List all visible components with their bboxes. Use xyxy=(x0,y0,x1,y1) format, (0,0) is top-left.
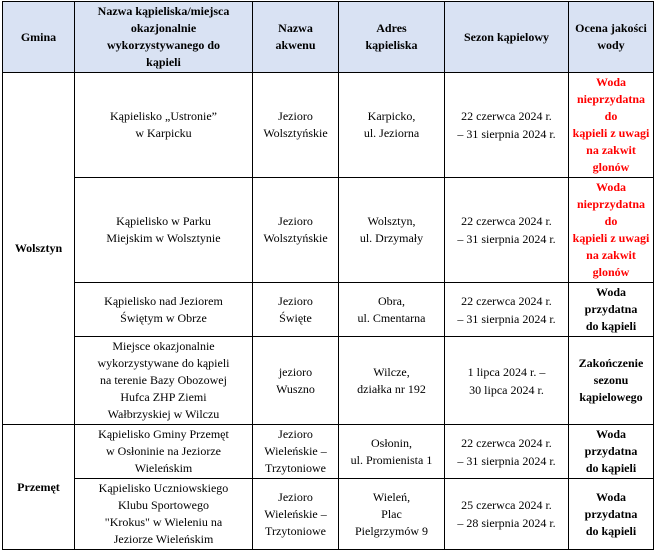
nazwa-cell: Kąpielisko nad Jeziorem Świętym w Obrze xyxy=(75,283,253,337)
table-row xyxy=(3,73,654,178)
sezon-cell: 22 czerwca 2024 r. – 31 sierpnia 2024 r. xyxy=(445,425,569,479)
table-row xyxy=(3,178,654,283)
sezon-cell: 22 czerwca 2024 r. – 31 sierpnia 2024 r. xyxy=(445,283,569,337)
ocena-cell: Woda przydatna do kąpieli xyxy=(569,479,654,550)
akwen-cell: Jezioro Święte xyxy=(253,283,339,337)
akwen-cell: jezioro Wuszno xyxy=(253,337,339,425)
akwen-cell: Jezioro Wolsztyńskie xyxy=(253,73,339,178)
ocena-cell: Woda przydatna do kąpieli xyxy=(569,283,654,337)
adres-cell: Wilcze, działka nr 192 xyxy=(339,337,445,425)
header-sezon: Sezon kąpielowy xyxy=(445,2,569,73)
adres-cell: Obra, ul. Cmentarna xyxy=(339,283,445,337)
bathing-sites-table xyxy=(2,1,654,550)
table-row xyxy=(3,479,654,550)
akwen-cell: Jezioro Wolsztyńskie xyxy=(253,178,339,283)
nazwa-cell: Kąpielisko „Ustronie” w Karpicku xyxy=(75,73,253,178)
header-nazwa-kapieliska: Nazwa kąpieliska/miejsca okazjonalnie wykorzystywanego do kąpieli xyxy=(75,2,253,73)
header-gmina: Gmina xyxy=(3,2,75,73)
nazwa-cell: Kąpielisko Gminy Przemęt w Osłoninie na Jeziorze Wieleńskim xyxy=(75,425,253,479)
nazwa-cell: Miejsce okazjonalnie wykorzystywane do kąpieli na terenie Bazy Obozowej Hufca ZHP Ziemi Wałbrzyskiej w Wilczu xyxy=(75,337,253,425)
ocena-cell: Woda nieprzydatna do kąpieli z uwagi na zakwit glonów xyxy=(569,73,654,178)
table-row xyxy=(3,283,654,337)
akwen-cell: Jezioro Wieleńskie – Trzytoniowe xyxy=(253,425,339,479)
ocena-cell: Zakończenie sezonu kąpielowego xyxy=(569,337,654,425)
table-row xyxy=(3,337,654,425)
adres-cell: Wolsztyn, ul. Drzymały xyxy=(339,178,445,283)
adres-cell: Wieleń, Plac Pielgrzymów 9 xyxy=(339,479,445,550)
nazwa-cell: Kąpielisko w Parku Miejskim w Wolsztynie xyxy=(75,178,253,283)
ocena-cell: Woda przydatna do kąpieli xyxy=(569,425,654,479)
nazwa-cell: Kąpielisko Uczniowskiego Klubu Sportowego "Krokus" w Wieleniu na Jeziorze Wieleńskim xyxy=(75,479,253,550)
gmina-cell-przemet: Przemęt xyxy=(3,425,75,550)
ocena-cell: Woda nieprzydatna do kąpieli z uwagi na zakwit glonów xyxy=(569,178,654,283)
sezon-cell: 1 lipca 2024 r. – 30 lipca 2024 r. xyxy=(445,337,569,425)
sezon-cell: 25 czerwca 2024 r. – 28 sierpnia 2024 r. xyxy=(445,479,569,550)
akwen-cell: Jezioro Wieleńskie – Trzytoniowe xyxy=(253,479,339,550)
adres-cell: Karpicko, ul. Jeziorna xyxy=(339,73,445,178)
gmina-cell-wolsztyn: Wolsztyn xyxy=(3,73,75,425)
sezon-cell: 22 czerwca 2024 r. – 31 sierpnia 2024 r. xyxy=(445,73,569,178)
adres-cell: Osłonin, ul. Promienista 1 xyxy=(339,425,445,479)
header-row xyxy=(3,2,654,73)
table-row xyxy=(3,425,654,479)
sezon-cell: 22 czerwca 2024 r. – 31 sierpnia 2024 r. xyxy=(445,178,569,283)
header-adres: Adres kąpieliska xyxy=(339,2,445,73)
header-ocena: Ocena jakości wody xyxy=(569,2,654,73)
header-nazwa-akwenu: Nazwa akwenu xyxy=(253,2,339,73)
